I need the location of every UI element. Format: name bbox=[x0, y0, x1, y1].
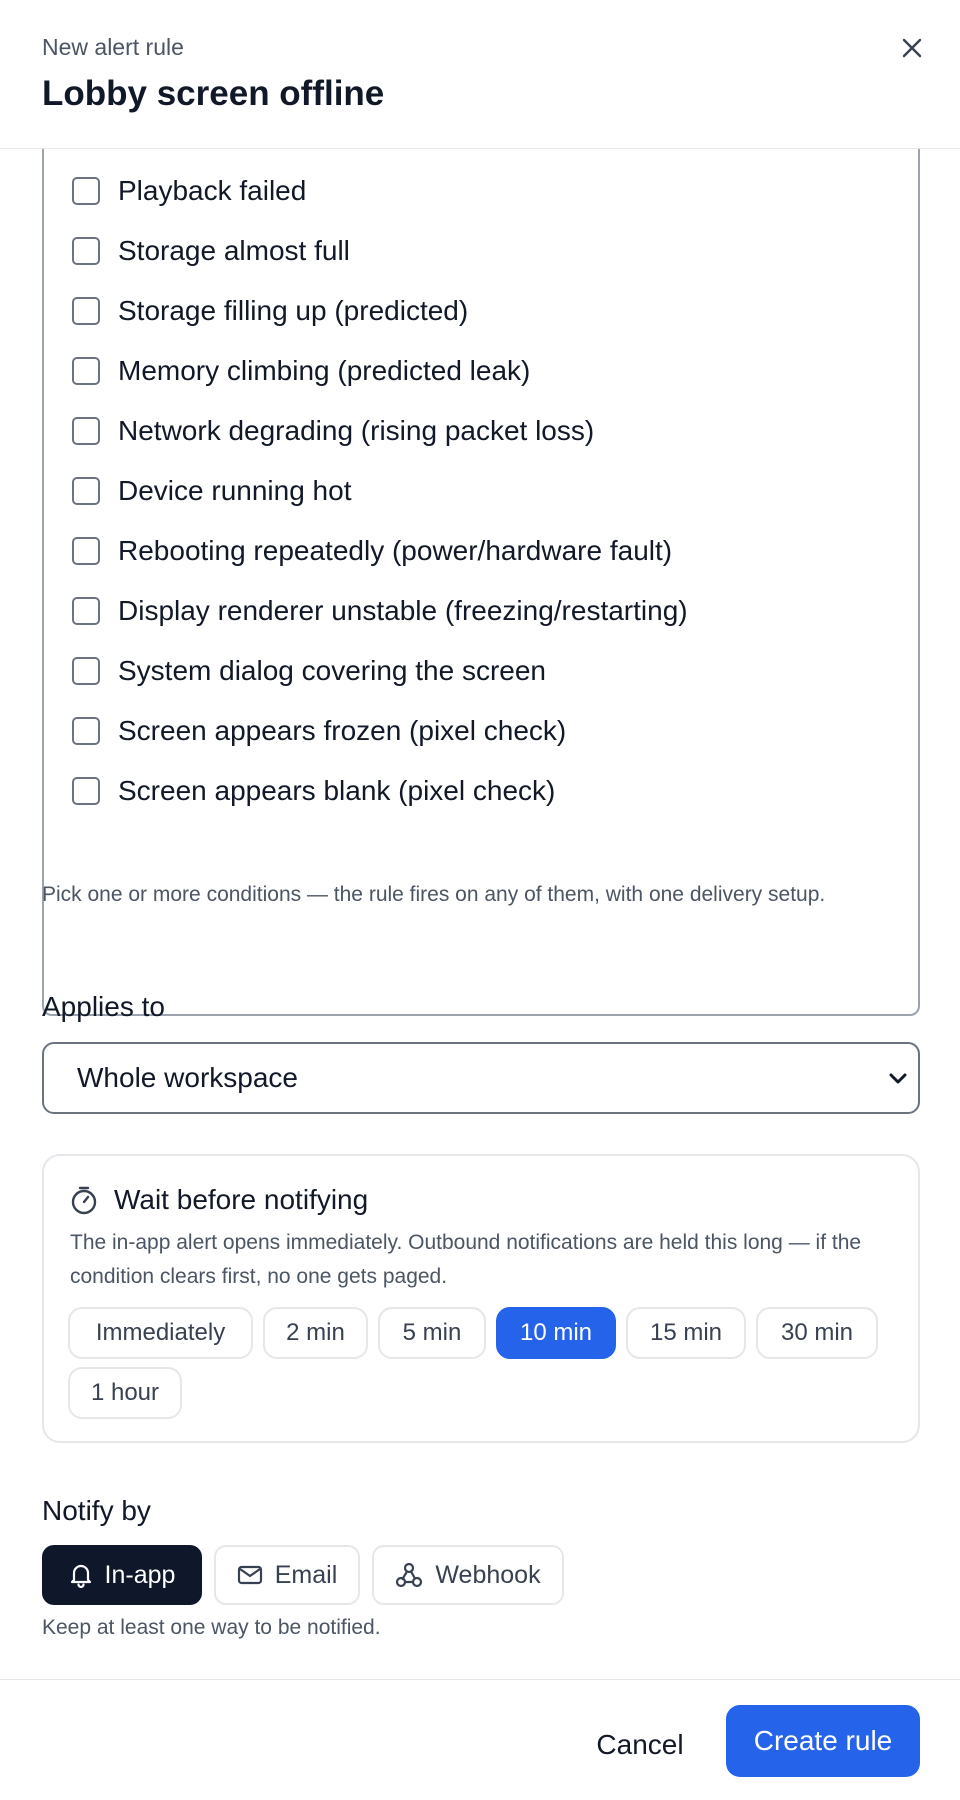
condition-storage-almost-full[interactable] bbox=[72, 231, 350, 271]
condition-playback-failed[interactable] bbox=[72, 171, 306, 211]
close-button[interactable] bbox=[896, 32, 928, 64]
wait-option-1-hour[interactable]: 1 hour bbox=[68, 1367, 182, 1419]
wait-description: The in-app alert opens immediately. Outbound notifications are held this long — if the condition clears first, no one gets paged. bbox=[70, 1231, 862, 1288]
applies-to-select[interactable] bbox=[42, 1042, 920, 1114]
condition-checkbox[interactable] bbox=[72, 297, 100, 325]
condition-checkbox[interactable] bbox=[72, 357, 100, 385]
wait-option-30-min[interactable]: 30 min bbox=[756, 1307, 878, 1359]
condition-checkbox[interactable] bbox=[72, 597, 100, 625]
condition-label: System dialog covering the screen bbox=[118, 655, 546, 686]
condition-screen-frozen[interactable] bbox=[72, 711, 566, 751]
condition-checkbox[interactable] bbox=[72, 177, 100, 205]
condition-label: Memory climbing (predicted leak) bbox=[118, 355, 531, 386]
applies-to-value: Whole workspace bbox=[77, 1062, 298, 1093]
header-eyebrow: New alert rule bbox=[42, 34, 184, 60]
condition-checkbox[interactable] bbox=[72, 417, 100, 445]
notify-email-button[interactable] bbox=[214, 1545, 360, 1605]
condition-label: Device running hot bbox=[118, 475, 352, 506]
notify-by-label: Notify by bbox=[42, 1495, 151, 1526]
webhook-icon bbox=[395, 1561, 423, 1589]
wait-option-immediately[interactable]: Immediately bbox=[68, 1307, 253, 1359]
condition-label: Display renderer unstable (freezing/restarting) bbox=[118, 595, 688, 626]
condition-label: Screen appears frozen (pixel check) bbox=[118, 715, 567, 746]
condition-checkbox[interactable] bbox=[72, 777, 100, 805]
modal-footer bbox=[0, 1679, 960, 1800]
condition-checkbox[interactable] bbox=[72, 237, 100, 265]
conditions-helper: Pick one or more conditions — the rule fires on any of them, with one delivery setup. bbox=[42, 883, 826, 906]
bell-icon bbox=[69, 1562, 93, 1588]
timer-icon bbox=[70, 1185, 98, 1215]
condition-storage-filling-up[interactable] bbox=[72, 291, 468, 331]
condition-label: Network degrading (rising packet loss) bbox=[118, 415, 595, 446]
condition-label: Storage filling up (predicted) bbox=[118, 295, 469, 326]
wait-option-10-min[interactable]: 10 min bbox=[496, 1307, 616, 1359]
condition-memory-climbing[interactable] bbox=[72, 351, 530, 391]
applies-to-label: Applies to bbox=[42, 991, 165, 1022]
condition-rebooting[interactable] bbox=[72, 531, 672, 571]
notify-webhook-button[interactable] bbox=[372, 1545, 564, 1605]
notify-option-label: In-app bbox=[104, 1560, 176, 1589]
chevron-down-icon bbox=[886, 1066, 910, 1090]
notify-option-label: Email bbox=[274, 1560, 338, 1589]
close-icon bbox=[900, 36, 924, 60]
notify-helper: Keep at least one way to be notified. bbox=[42, 1616, 381, 1639]
notify-option-label: Webhook bbox=[435, 1560, 541, 1589]
condition-network-degrading[interactable] bbox=[72, 411, 594, 451]
wait-title-row bbox=[70, 1184, 368, 1216]
page-title: Lobby screen offline bbox=[42, 74, 385, 113]
modal-header bbox=[0, 0, 960, 149]
condition-checkbox[interactable] bbox=[72, 477, 100, 505]
condition-label: Playback failed bbox=[118, 175, 307, 206]
create-rule-button[interactable]: Create rule bbox=[726, 1705, 920, 1777]
wait-option-5-min[interactable]: 5 min bbox=[378, 1307, 486, 1359]
wait-option-15-min[interactable]: 15 min bbox=[626, 1307, 746, 1359]
wait-before-notifying-card bbox=[42, 1154, 920, 1443]
condition-checkbox[interactable] bbox=[72, 717, 100, 745]
condition-checkbox[interactable] bbox=[72, 537, 100, 565]
condition-renderer-unstable[interactable] bbox=[72, 591, 688, 631]
modal-body bbox=[0, 149, 960, 1679]
cancel-button[interactable]: Cancel bbox=[596, 1729, 684, 1760]
condition-label: Storage almost full bbox=[118, 235, 350, 266]
condition-checkbox[interactable] bbox=[72, 657, 100, 685]
condition-screen-blank[interactable] bbox=[72, 771, 555, 811]
wait-option-2-min[interactable]: 2 min bbox=[263, 1307, 368, 1359]
notify-in-app-button[interactable] bbox=[42, 1545, 202, 1605]
condition-label: Screen appears blank (pixel check) bbox=[118, 775, 556, 806]
mail-icon bbox=[237, 1564, 263, 1586]
wait-title: Wait before notifying bbox=[114, 1184, 369, 1215]
condition-system-dialog[interactable] bbox=[72, 651, 546, 691]
condition-label: Rebooting repeatedly (power/hardware fault) bbox=[118, 535, 673, 566]
condition-device-hot[interactable] bbox=[72, 471, 351, 511]
